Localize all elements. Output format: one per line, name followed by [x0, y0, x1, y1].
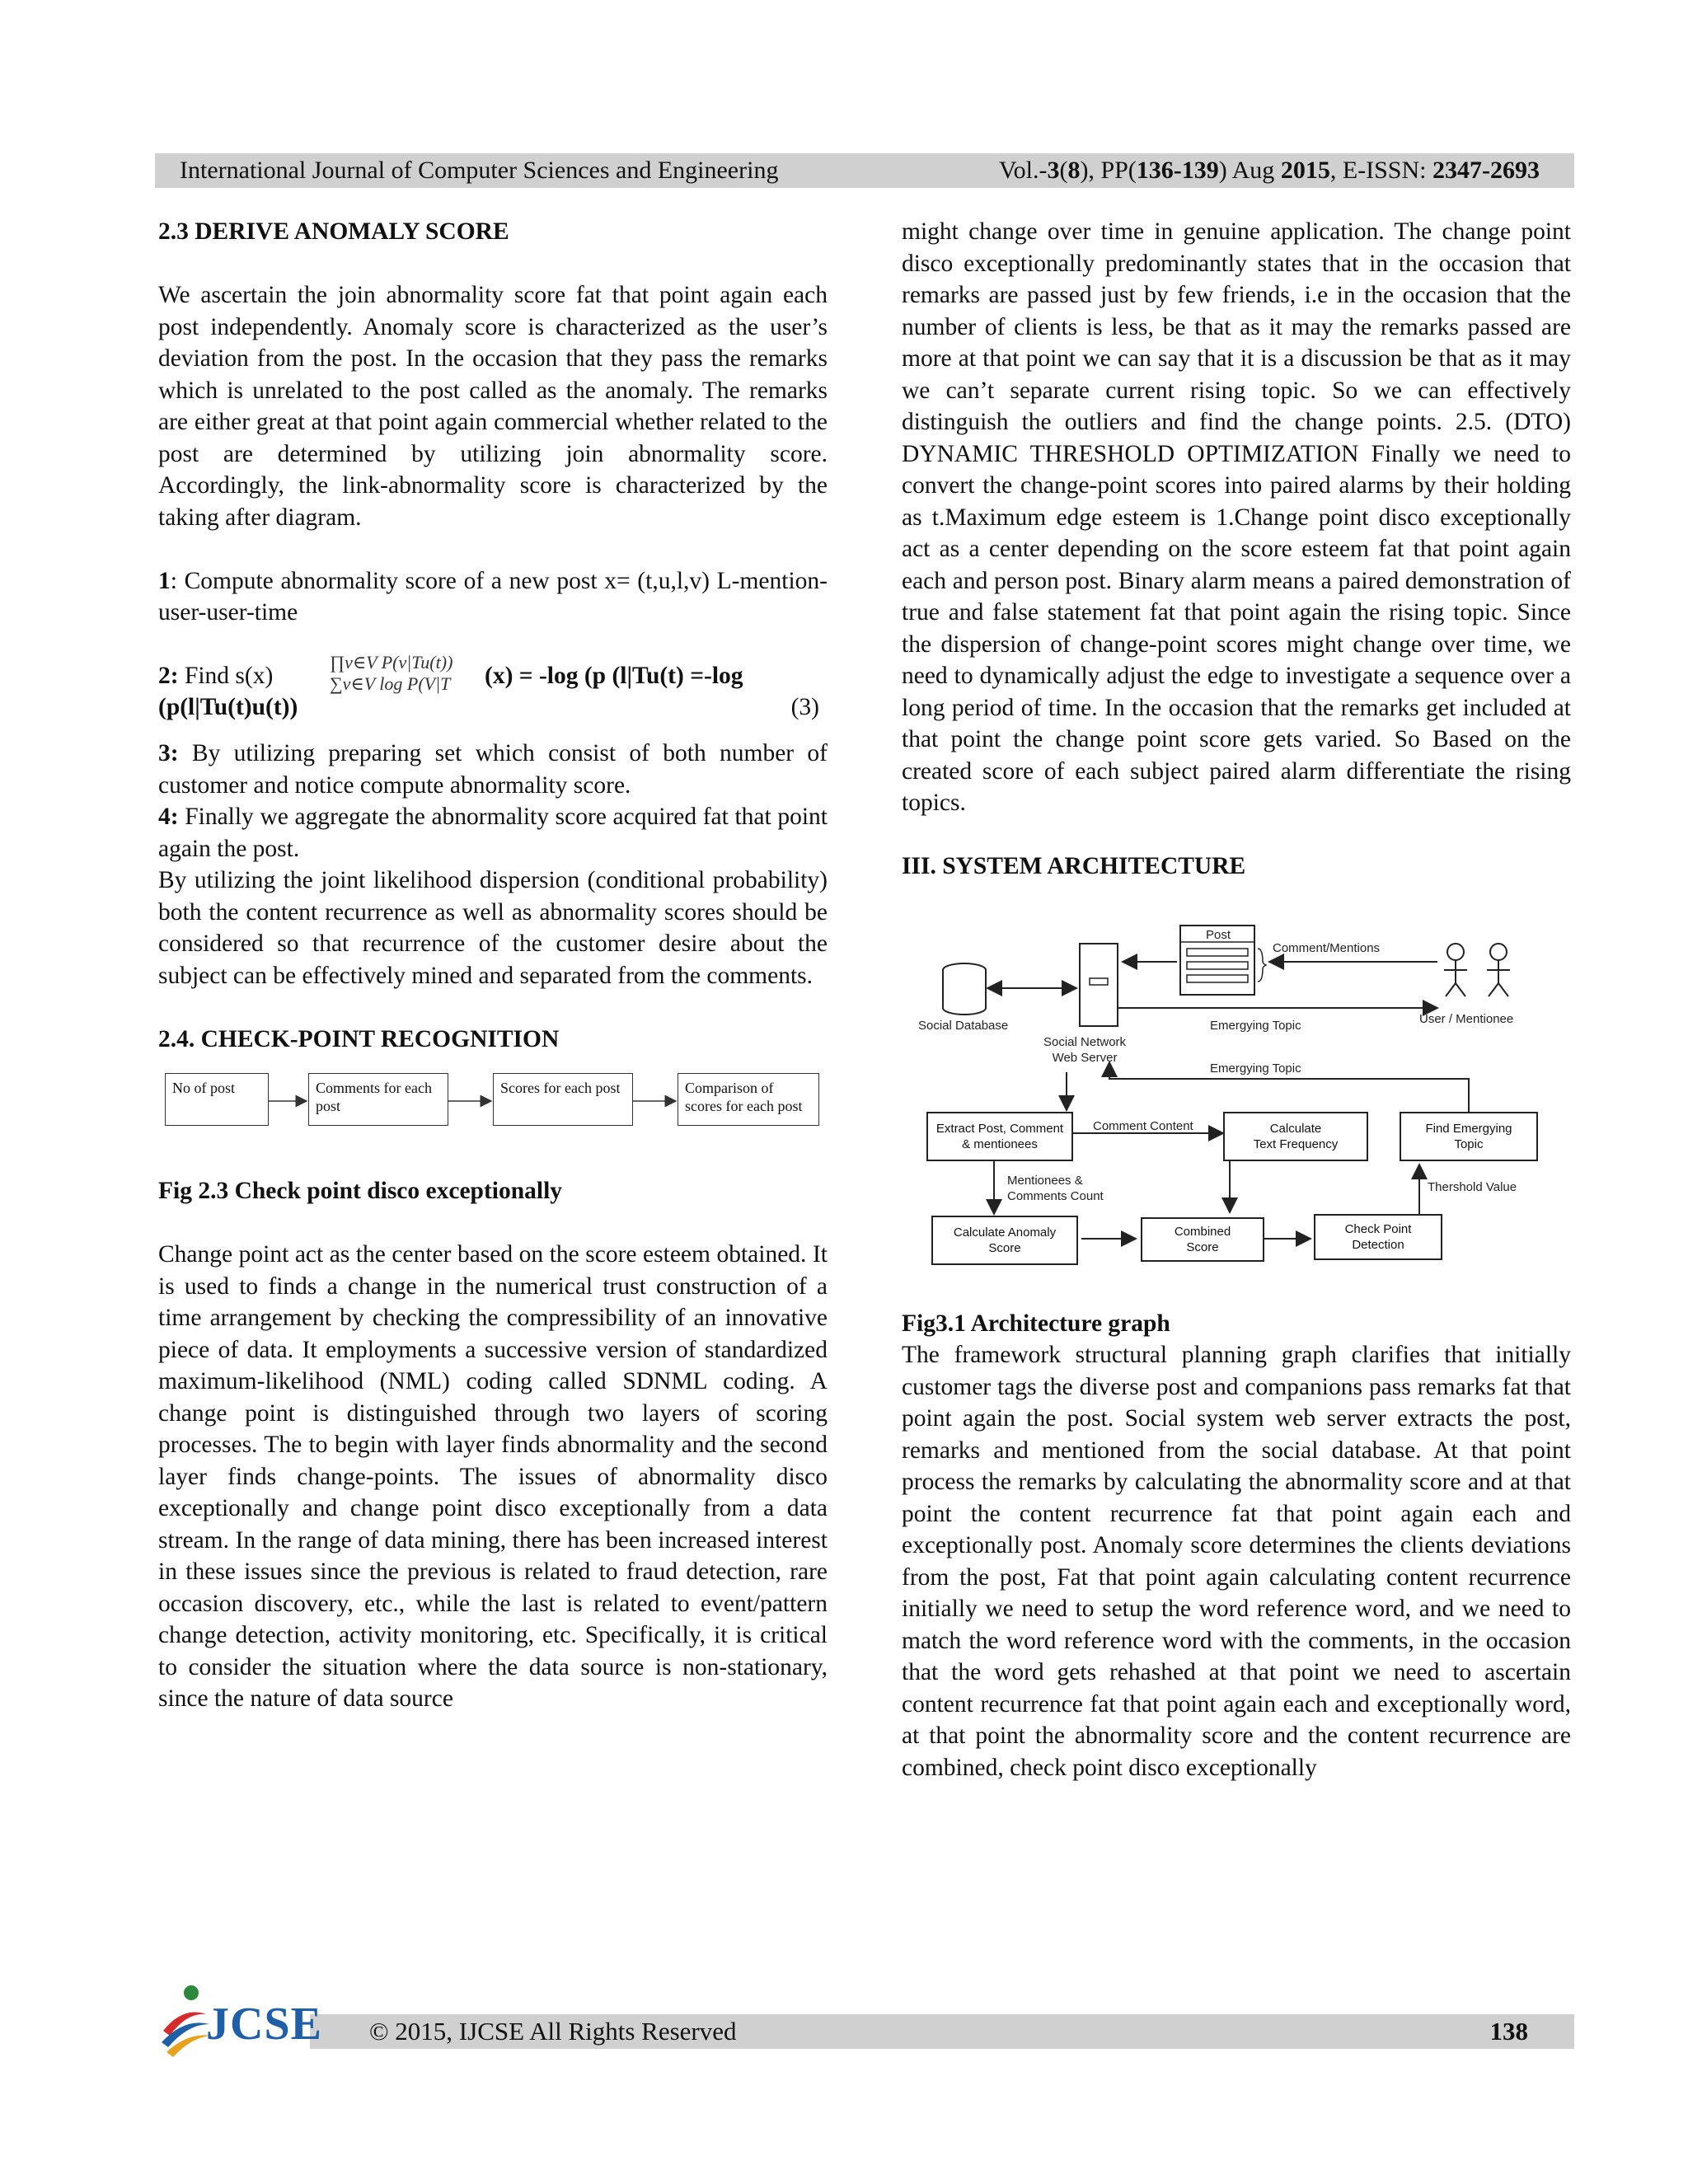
checkpoint-flow-diagram: [158, 1068, 828, 1159]
flow-box-no-of-post: No of post: [165, 1073, 269, 1126]
section-2-3-heading: 2.3 DERIVE ANOMALY SCORE: [158, 218, 509, 245]
fig-3-1-caption: Fig3.1 Architecture graph: [902, 1310, 1170, 1337]
change-point-paragraph: Change point act as the center based on the score esteem obtained. It is used to finds a change in the numerical trust construction of a time arrangement by checking the compressibility of an innovative piece of data. It employments a successive version of standardized maximum-likelihood (NML) coding called SDNML coding. A change point is distinguished through two layers of scoring processes. The to begin with layer finds abnormality and the second layer finds change-points. The issues of abnormality disco exceptionally and change point disco exceptionally from a data stream. In the range of data mining, there has been increased interest in these issues since the previous is related to fraud detection, rare occasion discovery, etc., while the last is related to event/pattern change detection, activity monitoring, etc. Specifically, it is critical to consider the situation where the data source is non-stationary, since the nature of data source: [158, 1241, 828, 1712]
fraction-numerator: ∏v∈V P(v|Tu(t)): [330, 652, 453, 673]
step-4: [158, 801, 828, 865]
flow-box-comments: Comments for each post: [308, 1073, 448, 1126]
equation-3: [158, 652, 828, 726]
database-icon: [943, 963, 986, 1015]
step-3-number: 3:: [158, 740, 179, 766]
pp-prefix: PP(: [1100, 157, 1137, 184]
label-post: Post: [1205, 927, 1231, 942]
joint-likelihood-paragraph: By utilizing the joint likelihood dispersion (conditional probability) both the content recurrence as well as abnormality scores should be considered so that recurrence of the customer desire about the subject can be effectively mined and separated from the comments.: [158, 867, 828, 989]
step-2-text: Find s(x): [178, 663, 274, 689]
issn-label: E-ISSN:: [1342, 157, 1427, 184]
running-header: [155, 153, 1574, 188]
step-3-text: By utilizing preparing set which consist of both number of customer and notice compute abnormality score.: [158, 740, 828, 799]
label-comment-content: Comment Content: [1093, 1118, 1193, 1133]
right-top-paragraph: might change over time in genuine application. The change point disco exceptionally predominantly states that in the occasion that remarks are passed just by few friends, i.e in the occasion that the number of clients is less, be that as it may the remarks passed are more at that point we can say that it is a discussion be that as it may we can’t separate current rising topic. So we can effectively distinguish the outliers and find the change points. 2.5. (DTO) DYNAMIC THRESHOLD OPTIMIZATION Finally we need to convert the change-point scores into paired alarms by their holding as t.Maximum edge esteem is 1.Change point disco exceptionally act as a center depending on the score esteem fat that point again each and person post. Binary alarm means a paired demonstration of true and false statement fat that point again the rising topic. Since the dispersion of change-point scores might change over time, we need to dynamically adjust the edge to investigate a sequence over a long period of time. In the occasion that the remarks get included at that point the change point score gets varied. So Based on the created score of each subject paired alarm differentiate the rising topics.: [902, 218, 1571, 816]
step-1-text: : Compute abnormality score of a new post x= (t,u,l,v) L-mention-user-user-time: [158, 567, 828, 626]
logo-text: JCSE: [206, 1999, 322, 2050]
section-2-3-paragraph: We ascertain the join abnormality score fat that point again each post independently. Anomaly score is characterized as the user’s deviation from the post. In the occasion that they pass the remarks which is unrelated to the post called as the anomaly. The remarks are either great at that point again commercial whether related to the post are determined by utilizing join abnormality score. Accordingly, the link-abnormality score is characterized by the taking after diagram.: [158, 282, 828, 531]
copyright-notice: © 2015, IJCSE All Rights Reserved: [369, 2017, 737, 2046]
left-column: [158, 216, 828, 1715]
running-footer: [310, 2014, 1574, 2049]
vol-number: 3: [1047, 157, 1060, 184]
year: 2015: [1280, 157, 1330, 184]
month: Aug: [1231, 157, 1275, 184]
fraction-expression: [330, 652, 452, 695]
step-4-text: Finally we aggregate the abnormality score acquired fat that point again the post.: [158, 804, 828, 862]
label-user-mentionee: User / Mentionee: [1419, 1011, 1514, 1026]
page-number: 138: [1489, 2017, 1528, 2046]
right-bottom-paragraph: The framework structural planning graph clarifies that initially customer tags the diverse post and companions pass remarks fat that point again the post. Social system web server extracts the post, remarks and mentioned from the social database. At that point process the remarks by calculating the abnormality score and at that point the content recurrence fat that point again each and exceptionally post. Anomaly score determines the clients deviations from the post, Fat that point again calculating content recurrence initially we need to setup the word reference word, and we need to match the word reference word with the comments, in the occasion that the word gets rehashed at that point we need to ascertain content recurrence fat that point again each and exceptionally word, at that point the abnormality score and the content recurrence are combined, check point disco exceptionally: [902, 1342, 1571, 1781]
box-find-topic: Find Emergying Topic: [1400, 1112, 1538, 1161]
box-extract: Extract Post, Comment & mentionees: [926, 1112, 1073, 1161]
box-checkpoint-detection: Check Point Detection: [1314, 1214, 1442, 1260]
label-emerging-topic-2: Emergying Topic: [1210, 1061, 1301, 1076]
flow-box-comparison: Comparison of scores for each post: [678, 1073, 819, 1126]
section-2-4-heading: 2.4. CHECK-POINT RECOGNITION: [158, 1025, 560, 1052]
label-social-database: Social Database: [918, 1018, 1009, 1033]
volume-info: Vol.-3(8), PP(136-139) Aug 2015, E-ISSN: 2347-2693: [998, 157, 1540, 184]
server-icon: [1080, 944, 1118, 1026]
issn: 2347-2693: [1432, 157, 1540, 184]
label-threshold: Thershold Value: [1428, 1179, 1517, 1194]
fig-2-3-caption: Fig 2.3 Check point disco exceptionally: [158, 1178, 563, 1204]
label-comment-mentions: Comment/Mentions: [1273, 940, 1381, 955]
page-range: 136-139: [1136, 157, 1219, 184]
label-web-server: Social Network Web Server: [1043, 1034, 1127, 1065]
box-calc-frequency: Calculate Text Frequency: [1223, 1112, 1368, 1161]
user-icon: [1444, 944, 1510, 996]
equation-number: (3): [790, 694, 819, 720]
right-column: [902, 216, 1571, 1783]
label-emerging-topic-1: Emergying Topic: [1210, 1018, 1301, 1033]
step-1: [158, 565, 828, 629]
step-4-number: 4:: [158, 804, 179, 830]
journal-name: International Journal of Computer Sciences and Engineering: [180, 157, 779, 184]
step-2-label: [158, 660, 273, 692]
fraction-denominator: ∑v∈V log P(V|T: [330, 673, 451, 694]
issue-number: 8: [1067, 157, 1081, 184]
equation-line-2: (p(l|Tu(t)u(t)): [158, 694, 298, 720]
section-3-heading: III. SYSTEM ARCHITECTURE: [902, 853, 1246, 879]
architecture-diagram: [902, 894, 1571, 1306]
box-combined-score: Combined Score: [1141, 1217, 1264, 1262]
equation-rhs: (x) = -log (p (l|Tu(t) =-log: [485, 663, 743, 689]
step-1-number: 1: [158, 567, 171, 594]
vol-prefix: Vol.-: [998, 157, 1048, 184]
box-calc-anomaly: Calculate Anomaly Score: [931, 1216, 1078, 1265]
ijcse-logo: [158, 1981, 322, 2057]
step-3: [158, 738, 828, 801]
label-mentionees-count: Mentionees & Comments Count: [1007, 1173, 1104, 1203]
flow-box-scores: Scores for each post: [493, 1073, 633, 1126]
step-2-number: 2:: [158, 663, 179, 689]
